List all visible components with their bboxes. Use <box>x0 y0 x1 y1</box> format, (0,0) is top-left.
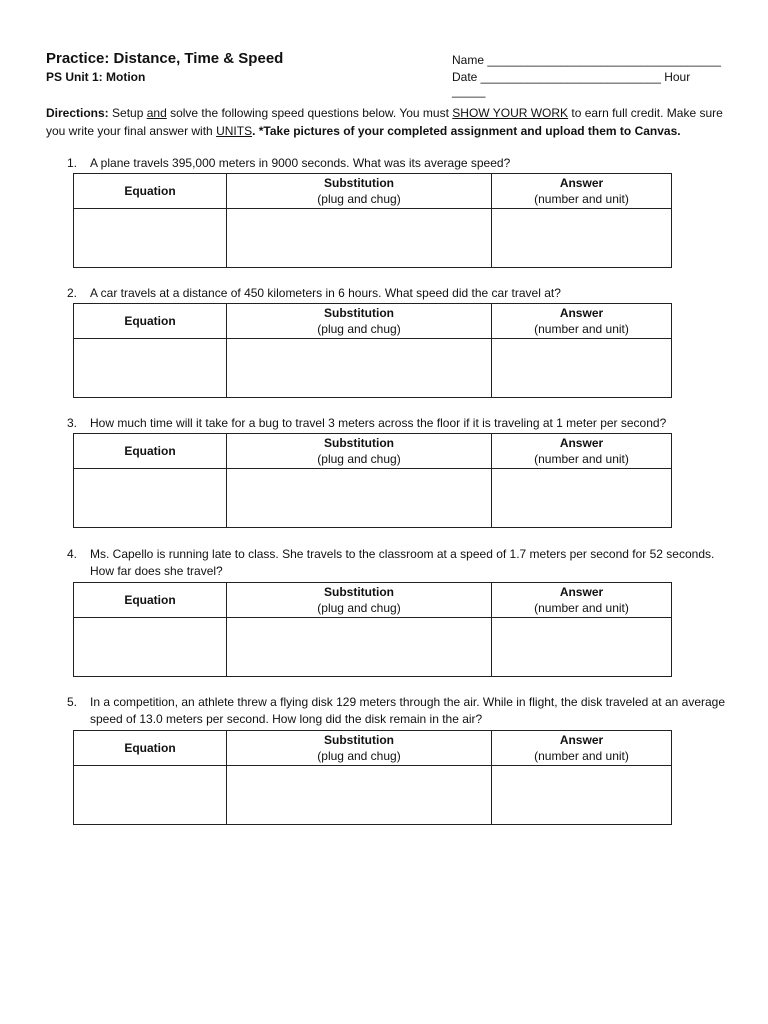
question-text: A plane travels 395,000 meters in 9000 seconds. What was its average speed? <box>90 156 511 170</box>
answer-table-header-row <box>74 174 672 209</box>
question-text: A car travels at a distance of 450 kilometers in 6 hours. What speed did the car travel at? <box>90 286 561 300</box>
answer-table-blank-row <box>74 209 672 268</box>
answer-table-blank-row <box>74 469 672 528</box>
substitution-cell[interactable] <box>227 469 492 528</box>
answer-cell[interactable] <box>492 339 672 398</box>
question-number: 2. <box>67 286 78 300</box>
answer-cell[interactable] <box>492 618 672 677</box>
substitution-cell[interactable] <box>227 766 492 825</box>
answer-table-header-row <box>74 434 672 469</box>
answer-table-3 <box>73 433 672 528</box>
answer-table-header-row <box>74 583 672 618</box>
question-text: Ms. Capello is running late to class. She travels to the classroom at a speed of 1.7 meters per second for 52 seconds. How far does she travel? <box>90 547 715 578</box>
answer-header: Answer (number and unit) <box>492 434 672 469</box>
answer-header: Answer (number and unit) <box>492 583 672 618</box>
substitution-header: Substitution (plug and chug) <box>227 174 492 209</box>
answer-cell[interactable] <box>492 766 672 825</box>
directions-and: and <box>146 106 167 120</box>
equation-header: Equation <box>74 304 227 339</box>
question-3 <box>67 415 727 432</box>
question-2 <box>67 285 727 302</box>
answer-table-header-row <box>74 731 672 766</box>
substitution-header: Substitution (plug and chug) <box>227 731 492 766</box>
substitution-header: Substitution (plug and chug) <box>227 583 492 618</box>
substitution-cell[interactable] <box>227 209 492 268</box>
worksheet-subtitle: PS Unit 1: Motion <box>46 70 146 84</box>
answer-header: Answer (number and unit) <box>492 174 672 209</box>
answer-table-header-row <box>74 304 672 339</box>
equation-cell[interactable] <box>74 766 227 825</box>
directions-text: to earn full credit. Make sure you write your final answer with <box>46 106 723 138</box>
answer-table-blank-row <box>74 618 672 677</box>
question-number: 1. <box>67 156 78 170</box>
worksheet-title: Practice: Distance, Time & Speed <box>46 50 284 67</box>
substitution-header: Substitution (plug and chug) <box>227 434 492 469</box>
question-1 <box>67 155 727 172</box>
equation-cell[interactable] <box>74 209 227 268</box>
directions-units: UNITS <box>216 124 253 138</box>
answer-cell[interactable] <box>492 209 672 268</box>
answer-table-blank-row <box>74 766 672 825</box>
equation-header: Equation <box>74 434 227 469</box>
directions-upload-note: . *Take pictures of your completed assignment and upload them to Canvas. <box>252 124 681 138</box>
directions-paragraph <box>46 104 726 140</box>
question-text: How much time will it take for a bug to travel 3 meters across the floor if it is traveling at 1 meter per second? <box>90 416 667 430</box>
question-5 <box>67 694 727 728</box>
question-number: 4. <box>67 547 78 561</box>
question-number: 3. <box>67 416 78 430</box>
equation-header: Equation <box>74 583 227 618</box>
answer-table-1 <box>73 173 672 268</box>
equation-cell[interactable] <box>74 469 227 528</box>
name-field: Name ___________________________________ <box>452 53 721 67</box>
equation-header: Equation <box>74 731 227 766</box>
answer-table-2 <box>73 303 672 398</box>
directions-text: Setup <box>108 106 147 120</box>
date-hour-field: Date ___________________________ Hour _____ <box>452 70 691 98</box>
equation-cell[interactable] <box>74 618 227 677</box>
question-4 <box>67 546 727 580</box>
directions-text: solve the following speed questions below. You must <box>166 106 453 120</box>
directions-show-work: SHOW YOUR WORK <box>452 106 569 120</box>
substitution-header: Substitution (plug and chug) <box>227 304 492 339</box>
question-text: In a competition, an athlete threw a flying disk 129 meters through the air. While in flight, the disk traveled at an average speed of 13.0 meters per second. How long did the disk remain in the air? <box>90 695 726 726</box>
equation-cell[interactable] <box>74 339 227 398</box>
question-number: 5. <box>67 695 78 709</box>
answer-table-4 <box>73 582 672 677</box>
answer-cell[interactable] <box>492 469 672 528</box>
equation-header: Equation <box>74 174 227 209</box>
answer-header: Answer (number and unit) <box>492 304 672 339</box>
directions-label: Directions: <box>46 106 109 120</box>
answer-header: Answer (number and unit) <box>492 731 672 766</box>
substitution-cell[interactable] <box>227 339 492 398</box>
substitution-cell[interactable] <box>227 618 492 677</box>
answer-table-blank-row <box>74 339 672 398</box>
answer-table-5 <box>73 730 672 825</box>
